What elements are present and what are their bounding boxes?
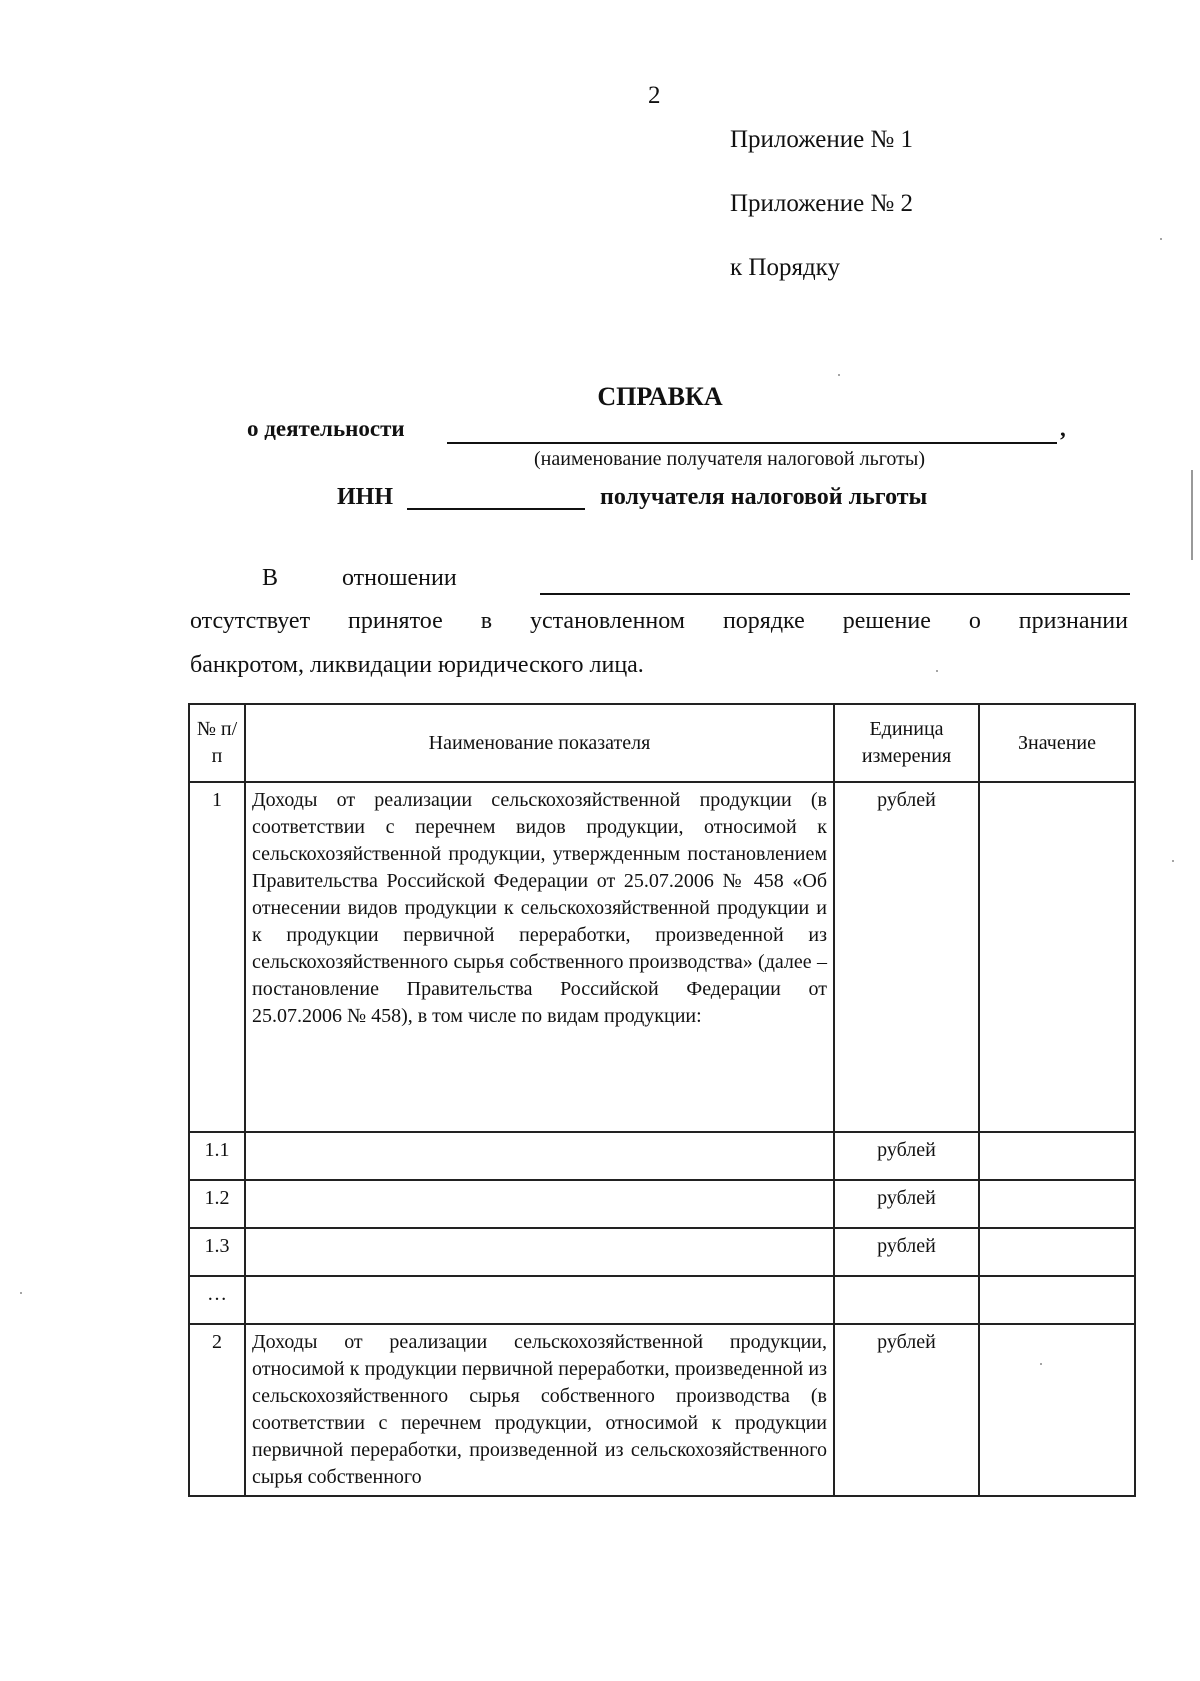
scan-speck	[936, 670, 938, 672]
appendix-line-1: Приложение № 1	[730, 126, 914, 153]
scan-speck	[20, 1292, 22, 1294]
row-unit: рублей	[834, 1324, 979, 1496]
table-row	[189, 1324, 1135, 1496]
para-word-1: В	[262, 565, 279, 591]
table-row	[189, 782, 1135, 1132]
row-unit	[834, 1276, 979, 1324]
row-num: …	[189, 1276, 245, 1324]
indicators-table	[188, 703, 1136, 1497]
para-line-3: банкротом, ликвидации юридического лица.	[190, 652, 644, 678]
row-unit: рублей	[834, 1180, 979, 1228]
inn-label: ИНН	[337, 484, 394, 510]
row-name	[245, 1228, 834, 1276]
row-value	[979, 782, 1135, 1132]
row-value	[979, 1324, 1135, 1496]
appendix-line-3: к Порядку	[730, 254, 840, 281]
row-num: 1.3	[189, 1228, 245, 1276]
row-value	[979, 1228, 1135, 1276]
row-value	[979, 1276, 1135, 1324]
table-row	[189, 1132, 1135, 1180]
about-comma: ,	[1060, 416, 1066, 441]
table-row	[189, 1276, 1135, 1324]
inn-tail: получателя налоговой льготы	[600, 484, 928, 510]
scan-edge-mark	[1191, 470, 1193, 560]
row-unit: рублей	[834, 1228, 979, 1276]
para-word-2: отношении	[342, 565, 457, 591]
scan-speck	[838, 374, 840, 376]
recipient-name-line	[447, 442, 1057, 444]
row-value	[979, 1132, 1135, 1180]
recipient-name-caption: (наименование получателя налоговой льготы)	[534, 448, 925, 470]
row-value	[979, 1180, 1135, 1228]
table-row	[189, 1228, 1135, 1276]
scan-speck	[1160, 238, 1162, 240]
header-unit: Единица измерения	[834, 704, 979, 782]
row-num: 1.2	[189, 1180, 245, 1228]
row-num: 1.1	[189, 1132, 245, 1180]
header-num: № п/п	[189, 704, 245, 782]
appendix-line-2: Приложение № 2	[730, 190, 914, 217]
row-name: Доходы от реализации сельскохозяйственной продукции (в соответствии с перечнем видов продукции, относимой к сельскохозяйственной продукции, утвержденным постановлением Правительства Российской Федерации от 25.07.2006 № 458 «Об отнесении видов продукции к сельскохозяйственной продукции и к продукции первичной переработки, произведенной из сельскохозяйственного сырья собственного производства» (далее – постановление Правительства Российской Федерации от 25.07.2006 № 458), в том числе по видам продукции:	[245, 782, 834, 1132]
row-name: Доходы от реализации сельскохозяйственной продукции, относимой к продукции первичной переработки, произведенной из сельскохозяйственного сырья собственного производства (в соответствии с перечнем продукции, относимой к продукции первичной переработки, произведенной из сельскохозяйственного сырья собственного	[245, 1324, 834, 1496]
row-name	[245, 1132, 834, 1180]
inn-line	[407, 508, 585, 510]
table-row	[189, 1180, 1135, 1228]
para-line-2: отсутствует принятое в установленном порядке решение о признании	[190, 608, 1128, 634]
row-num: 2	[189, 1324, 245, 1496]
row-unit: рублей	[834, 1132, 979, 1180]
header-name: Наименование показателя	[245, 704, 834, 782]
about-label: о деятельности	[247, 416, 405, 441]
page-number: 2	[648, 82, 661, 109]
row-num: 1	[189, 782, 245, 1132]
scan-speck	[1172, 860, 1174, 862]
row-name	[245, 1276, 834, 1324]
entity-line	[540, 593, 1130, 595]
scan-speck	[1040, 1363, 1042, 1365]
table-header-row	[189, 704, 1135, 782]
header-value: Значение	[979, 704, 1135, 782]
row-unit: рублей	[834, 782, 979, 1132]
document-title: СПРАВКА	[597, 382, 723, 411]
row-name	[245, 1180, 834, 1228]
